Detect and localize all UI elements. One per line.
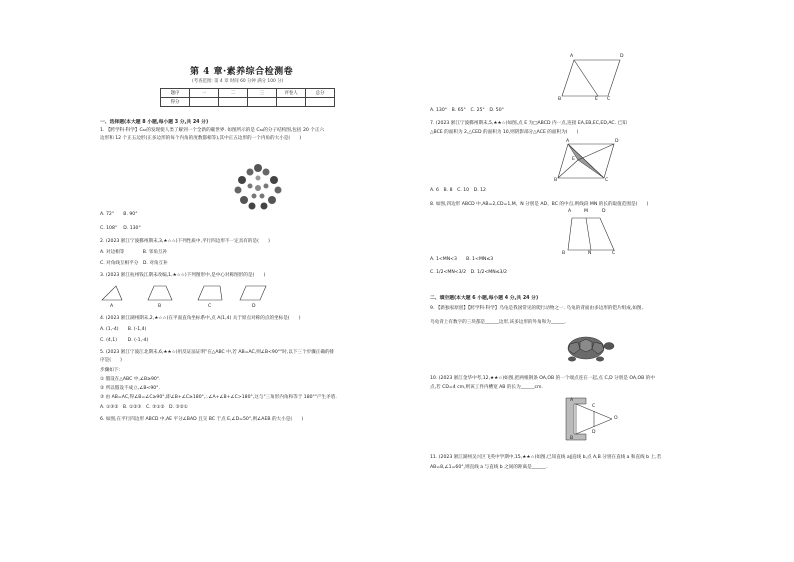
- q1-text: 边形和 12 个正五边形(正多边形的每个内角的度数都相等),其中正五边形的一个内角的大小是( ): [100, 136, 302, 141]
- score-cell: 二: [219, 89, 248, 98]
- q10-text: 10. (2023 浙江金华中考,12,★★☆)如图,把两根钢条 OA,OB 的一个端点连在一起,点 C,D 分别是 OA,OB 的中: [430, 376, 655, 381]
- q11-text: AB=8,∠1=60°,则直线 a 与直线 b 之间的距离是______.: [430, 465, 547, 470]
- q8-options: A. 1<MN<3 B. 1<MN≤3: [430, 257, 494, 262]
- fig8-label: M: [584, 209, 588, 214]
- fig6-label: A: [570, 54, 574, 59]
- parallelogram-shape: [240, 286, 266, 300]
- score-cell: [219, 98, 248, 107]
- q1-options: C. 108° D. 130°: [100, 226, 141, 231]
- fig7-label: D: [615, 139, 619, 144]
- turtle-figure: [560, 332, 616, 366]
- score-cell: [277, 98, 306, 107]
- fig10-label: C: [592, 404, 596, 409]
- q3-label: D: [252, 304, 256, 309]
- score-cell: 三: [248, 89, 277, 98]
- q9-text: 乌龟背上有数字的三块都是______边形,该多边形的外角和为______.: [430, 320, 567, 325]
- fig6-label: B: [558, 97, 562, 102]
- c60-molecule-figure: [228, 160, 288, 212]
- score-cell: [190, 98, 219, 107]
- score-cell: 一: [190, 89, 219, 98]
- q6-parallelogram-figure: [560, 52, 628, 104]
- trapezoid-shape: [198, 286, 222, 300]
- score-cell: 总分: [306, 89, 335, 98]
- q6-options: A. 130° B. 65° C. 25° D. 50°: [430, 108, 504, 113]
- fig7-label: C: [605, 178, 609, 183]
- score-cell: 得分: [161, 98, 190, 107]
- q8-options: C. 1/2<MN<3/2 D. 1/2<MN≤3/2: [430, 270, 507, 275]
- fig8-label: B: [562, 251, 566, 256]
- q1-options: A. 72° B. 90°: [100, 212, 138, 217]
- fig8-label: D: [602, 209, 606, 214]
- q5-step: ① 假设在△ABC 中,∠B≥90°.: [100, 377, 161, 382]
- q3-label: B: [158, 304, 162, 309]
- q1-text: 1. 【跨学科·科学】C₆₀的发现使人类了解到一个全新的碳世界. 如图所示的是 C₆₀的分子结构图,包括 20 个正六: [100, 128, 325, 133]
- q7-options: A. 6 B. 8 C. 10 D. 12: [430, 188, 486, 193]
- q8-text: 8. 如图,四边形 ABCD 中,AB=2,CD=1,M、N 分别是 AD、BC 的中点,则线段 MN 的长的取值范围是( ): [430, 202, 649, 207]
- fig10-label: B: [570, 436, 574, 441]
- q2-text: 2. (2023 浙江宁波鄞州期末,3,★☆☆)下列性质中,平行四边形不一定具有的是( ): [100, 239, 270, 244]
- fig7-label: A: [566, 139, 570, 144]
- q5-text: 序是( ): [100, 358, 122, 363]
- q3-label: A: [110, 304, 114, 309]
- triangle-shape: [102, 286, 122, 300]
- fig7-label: E: [572, 157, 575, 162]
- q3-label: C: [208, 304, 212, 309]
- fig8-label: A: [568, 209, 572, 214]
- page-title: 第 4 章·素养综合检测卷: [190, 67, 294, 77]
- fig6-label: D: [620, 54, 624, 59]
- fig8-label: N: [588, 251, 592, 256]
- q7-parallelogram-figure: [556, 140, 618, 182]
- q5-options: A. ①③② B. ①②③ C. ③①② D. ③②①: [100, 405, 188, 410]
- fig10-label: O: [614, 416, 618, 421]
- score-cell: 评卷人: [277, 89, 306, 98]
- exam-meta: (考查范围: 第 4 章 时间 60 分钟 满分 100 分): [192, 79, 284, 84]
- score-cell: 题序: [161, 89, 190, 98]
- q3-text: 3. (2023 浙江杭州钱江期末改编,1,★☆☆)下列图形中,是中心对称图形的是( ): [100, 273, 266, 278]
- q5-text: 步骤如下:: [100, 368, 120, 373]
- q5-text: 5. (2023 浙江宁波江北期末,6,★★☆)用反证法证明"在△ABC 中,若 AB=AC,则∠B<90°"时,以下三个步骤正确的排: [100, 350, 335, 355]
- score-cell: [306, 98, 335, 107]
- fig6-label: C: [607, 97, 611, 102]
- q11-text: 11. (2023 浙江湖州吴兴区飞英中学期中,15,★★☆)如图,已知直线 a∥直线 b,点 A,B 分别在直线 a 和直线 b 上,若: [430, 455, 662, 460]
- fig10-label: A: [570, 398, 574, 403]
- fig10-label: D: [592, 430, 596, 435]
- q8-quadrilateral-figure: [562, 212, 622, 256]
- q5-step: ③ 由 AB=AC,得∠B=∠C≥90°,即∠B+∠C≥180°,∴∠A+∠B+∠C>180°,这与"三角形内角和等于 180°"产生矛盾.: [100, 395, 337, 400]
- q4-options: C. (4,1) D. (-1,-4): [100, 338, 149, 343]
- fig7-label: B: [554, 178, 558, 183]
- trapezoid-shape: [148, 286, 172, 300]
- q5-step: ② 所以假设不成立,∠B<90°.: [100, 386, 160, 391]
- q10-text: 点,若 CD=4 cm,则该工件内槽宽 AB 的长为______cm.: [430, 385, 543, 390]
- fig8-label: C: [612, 251, 616, 256]
- section-1-heading: 一、选择题(本大题 8 小题,每小题 3 分,共 24 分): [100, 120, 209, 125]
- q4-options: A. (1,-4) B. (-1,4): [100, 327, 147, 332]
- q10-workpiece-figure: [560, 392, 620, 448]
- q7-text: 7. (2023 浙江宁波鄞州期末,5,★★☆)如图,点 E 为□ABCD 内一点,连接 EA,EB,EC,ED,AC. 已知: [430, 121, 627, 126]
- q2-options: A. 对边相等 B. 邻角互补: [100, 250, 168, 255]
- q6-text: 6. 如图,在平行四边形 ABCD 中,AE 平分∠BAD 且交 BC 于点 E,∠D=50°,则∠AEB 的大小是( ): [100, 417, 304, 422]
- q4-text: 4. (2023 浙江湖州期末,2,★☆☆)在平面直角坐标系中,点 A(1,4) 关于原点对称的点的坐标是( ): [100, 316, 301, 321]
- section-2-heading: 二、填空题(本大题 6 小题,每小题 4 分,共 24 分): [430, 296, 539, 301]
- q7-text: △BCE 的面积为 2,△CED 的面积为 10,则阴影部分△ACE 的面积为( ): [430, 130, 579, 135]
- score-cell: [248, 98, 277, 107]
- score-table: [160, 88, 335, 107]
- q9-text: 9. 【新独家原创】【跨学科·科学】乌龟是我国常见的爬行动物之一. 乌龟的背面由多边形的铠片组成,如图,: [430, 306, 643, 311]
- fig6-label: E: [595, 97, 598, 102]
- q2-options: C. 对角线互相平分 D. 对角互补: [100, 261, 168, 266]
